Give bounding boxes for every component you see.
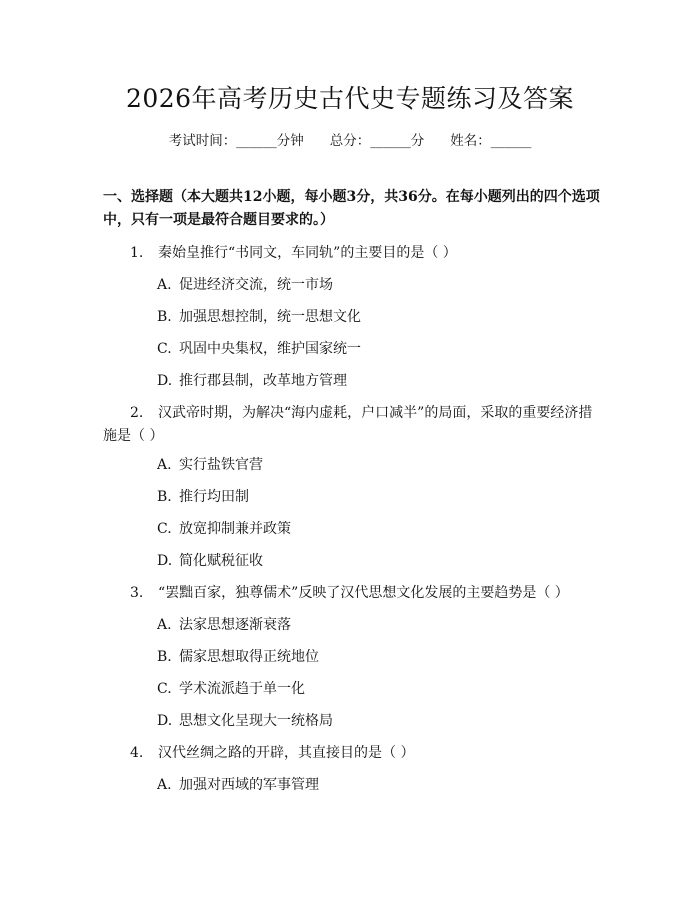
option-letter: B. [157, 489, 172, 505]
question-1-option-a [157, 274, 597, 296]
question-2-option-a [157, 454, 597, 476]
option-text: 推行均田制 [179, 489, 249, 505]
option-text: 推行郡县制，改革地方管理 [179, 373, 347, 389]
student-name-label: 姓名：______ [450, 133, 532, 149]
question-2-option-b [157, 486, 597, 508]
option-text: 思想文化呈现大一统格局 [179, 713, 333, 729]
option-letter: A. [157, 277, 172, 293]
question-1-option-b [157, 306, 597, 328]
option-letter: A. [157, 617, 172, 633]
page-title: 2026年高考历史古代史专题练习及答案 [125, 84, 575, 113]
option-text: 促进经济交流，统一市场 [179, 277, 333, 293]
option-letter: B. [157, 649, 172, 665]
question-1-option-c [157, 338, 597, 360]
option-text: 法家思想逐渐衰落 [179, 617, 291, 633]
option-letter: C. [157, 681, 172, 697]
question-2-option-d [157, 550, 597, 572]
option-letter: A. [157, 457, 172, 473]
question-2 [103, 402, 603, 448]
question-text: 汉武帝时期，为解决“海内虚耗，户口减半”的局面，采取的重要经济措施是（ ） [103, 405, 593, 444]
question-3-option-a [157, 614, 597, 636]
question-number: 3. [130, 585, 144, 601]
option-letter: C. [157, 521, 172, 537]
exam-meta-line [0, 130, 700, 152]
option-text: 加强对西域的军事管理 [179, 777, 319, 793]
option-text: 巩固中央集权，维护国家统一 [179, 341, 361, 357]
option-text: 实行盐铁官营 [179, 457, 263, 473]
exam-time-label: 考试时间：______分钟 [168, 133, 304, 149]
question-number: 2. [130, 405, 144, 421]
option-letter: D. [157, 553, 173, 569]
question-3-option-c [157, 678, 597, 700]
option-letter: A. [157, 777, 172, 793]
question-text: “罢黜百家，独尊儒术”反映了汉代思想文化发展的主要趋势是（ ） [158, 585, 569, 601]
question-3 [103, 582, 603, 605]
option-text: 简化赋税征收 [179, 553, 263, 569]
section-heading: 一、选择题（本大题共12小题，每小题3分，共36分。在每小题列出的四个选项中，只有一项是最符合题目要求的。） [103, 189, 600, 228]
question-4 [103, 742, 603, 765]
option-text: 学术流派趋于单一化 [179, 681, 305, 697]
option-letter: D. [157, 713, 173, 729]
question-3-option-d [157, 710, 597, 732]
option-text: 儒家思想取得正统地位 [179, 649, 319, 665]
question-1-option-d [157, 370, 597, 392]
question-number: 1. [130, 245, 144, 261]
question-4-option-a [157, 774, 597, 796]
question-2-option-c [157, 518, 597, 540]
option-letter: D. [157, 373, 173, 389]
question-text: 秦始皇推行“书同文，车同轨”的主要目的是（ ） [158, 245, 457, 261]
question-1 [103, 242, 603, 265]
option-letter: B. [157, 309, 172, 325]
total-score-label: 总分：______分 [329, 133, 425, 149]
question-text: 汉代丝绸之路的开辟，其直接目的是（ ） [158, 745, 415, 761]
option-text: 放宽抑制兼并政策 [179, 521, 291, 537]
option-letter: C. [157, 341, 172, 357]
question-3-option-b [157, 646, 597, 668]
option-text: 加强思想控制，统一思想文化 [179, 309, 361, 325]
question-number: 4. [130, 745, 144, 761]
